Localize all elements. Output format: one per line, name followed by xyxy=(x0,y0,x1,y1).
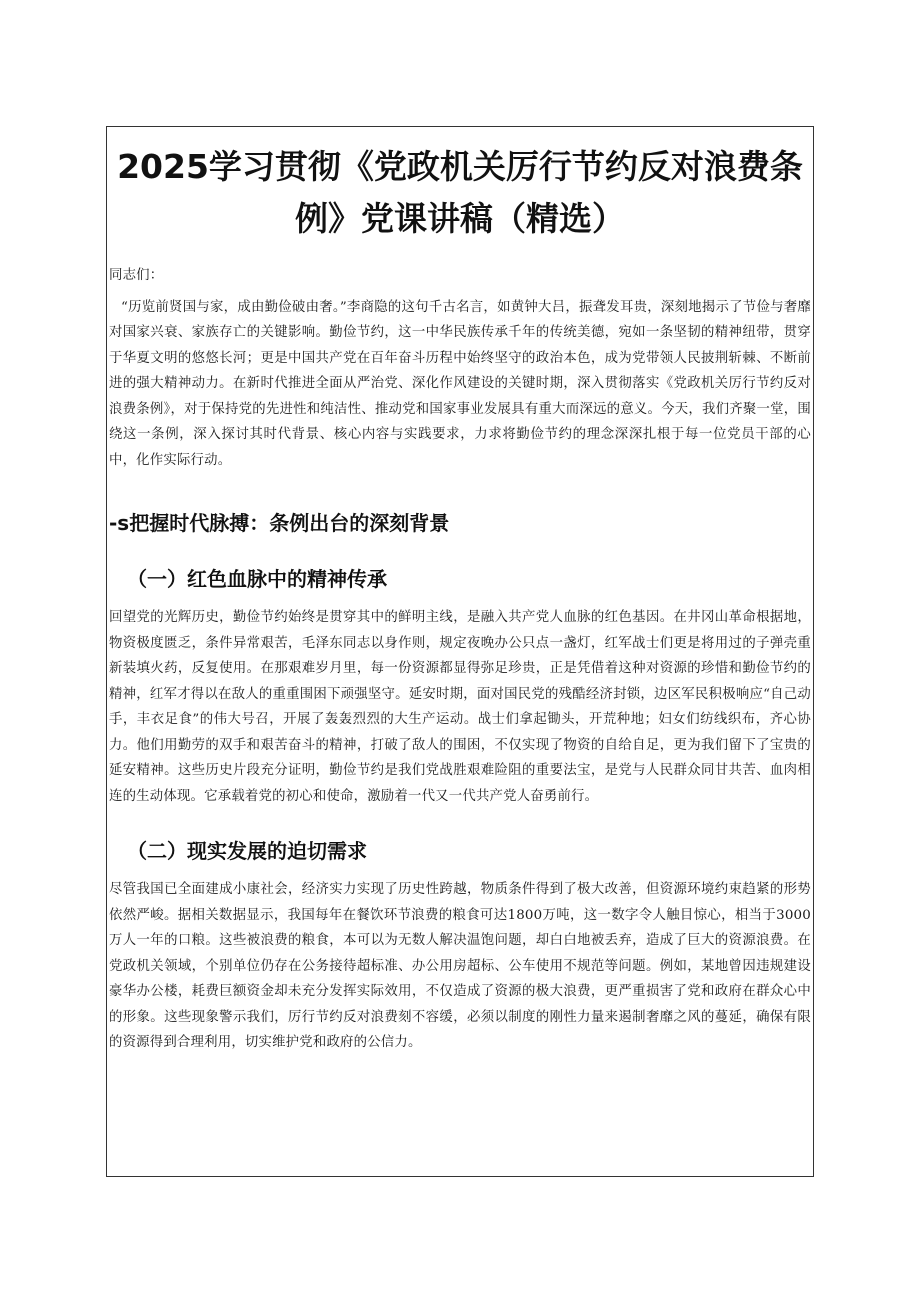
document-frame xyxy=(106,126,814,1177)
section-1-heading: -s把握时代脉搏：条例出台的深刻背景 xyxy=(109,511,450,535)
subsection-2-paragraph: 尽管我国已全面建成小康社会，经济实力实现了历史性跨越，物质条件得到了极大改善，但资源环境约束趋紧的形势依然严峻。据相关数据显示，我国每年在餐饮环节浪费的粮食可达1800万吨，这一数字令人触目惊心，相当于3000万人一年的口粮。这些被浪费的粮食，本可以为无数人解决温饱问题，却白白地被丢弃，造成了巨大的资源浪费。在党政机关领域，个别单位仍存在公务接待超标准、办公用房超标、公车使用不规范等问题。例如，某地曾因违规建设豪华办公楼，耗费巨额资金却未充分发挥实际效用，不仅造成了资源的极大浪费，更严重损害了党和政府在群众心中的形象。这些现象警示我们，厉行节约反对浪费刻不容缓，必须以制度的刚性力量来遏制奢靡之风的蔓延，确保有限的资源得到合理利用，切实维护党和政府的公信力。 xyxy=(109,882,811,1050)
subsection-1-paragraph: 回望党的光辉历史，勤俭节约始终是贯穿其中的鲜明主线，是融入共产党人血脉的红色基因。在井冈山革命根据地，物资极度匮乏，条件异常艰苦，毛泽东同志以身作则，规定夜晚办公只点一盏灯，红军战士们更是将用过的子弹壳重新装填火药，反复使用。在那艰难岁月里，每一份资源都显得弥足珍贵，正是凭借着这种对资源的珍惜和勤俭节约的精神，红军才得以在敌人的重重围困下顽强坚守。延安时期，面对国民党的残酷经济封锁，边区军民积极响应“自己动手，丰衣足食”的伟大号召，开展了轰轰烈烈的大生产运动。战士们拿起锄头，开荒种地；妇女们纺线织布，齐心协力。他们用勤劳的双手和艰苦奋斗的精神，打破了敌人的围困，不仅实现了物资的自给自足，更为我们留下了宝贵的延安精神。这些历史片段充分证明，勤俭节约是我们党战胜艰难险阻的重要法宝，是党与人民群众同甘共苦、血肉相连的生动体现。它承载着党的初心和使命，激励着一代又一代共产党人奋勇前行。 xyxy=(109,610,811,804)
intro-paragraph: “历览前贤国与家，成由勤俭破由奢。”李商隐的这句千古名言，如黄钟大吕，振聋发耳贵，深刻地揭示了节俭与奢靡对国家兴衰、家族存亡的关键影响。勤俭节约，这一中华民族传承千年的传统美德，宛如一条坚韧的精神纽带，贯穿于华夏文明的悠悠长河；更是中国共产党在百年奋斗历程中始终坚守的政治本色，成为党带领人民披荆斩棘、不断前进的强大精神动力。在新时代推进全面从严治党、深化作风建设的关键时期，深入贯彻落实《党政机关厉行节约反对浪费条例》，对于保持党的先进性和纯洁性、推动党和国家事业发展具有重大而深远的意义。今天，我们齐聚一堂，围绕这一条例，深入探讨其时代背景、核心内容与实践要求，力求将勤俭节约的理念深深扎根于每一位党员干部的心中，化作实际行动。 xyxy=(109,299,811,468)
salutation: 同志们： xyxy=(109,268,164,283)
subsection-2-heading: （二）现实发展的迫切需求 xyxy=(127,839,367,863)
document-title xyxy=(107,127,813,245)
title-line-2: 例》党课讲稿（精选） xyxy=(295,199,625,238)
title-line-1: 2025学习贯彻《党政机关厉行节约反对浪费条 xyxy=(117,147,803,186)
subsection-1-heading: （一）红色血脉中的精神传承 xyxy=(127,567,387,591)
